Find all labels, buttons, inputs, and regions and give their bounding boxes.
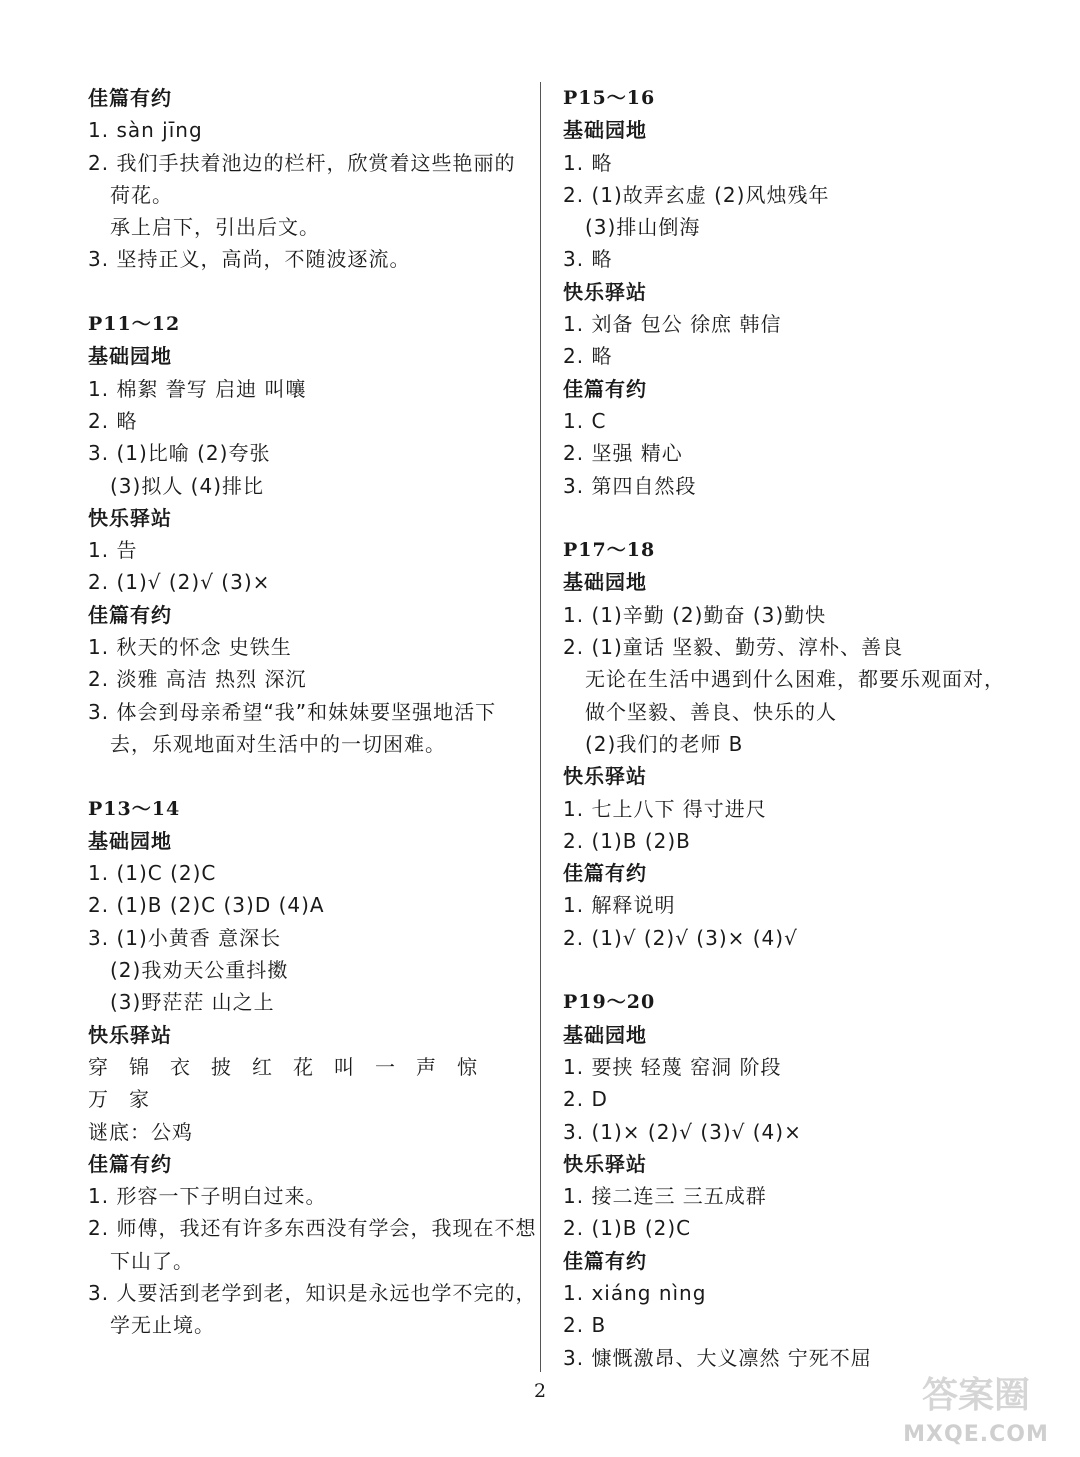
answer-line: (2)我们的老师 B: [585, 731, 744, 756]
left-column: [88, 82, 537, 1342]
answer-line: 荷花。: [110, 182, 173, 207]
section-heading: 快乐驿站: [563, 764, 647, 789]
section-gap: [563, 502, 1023, 534]
section-heading: 快乐驿站: [88, 505, 172, 530]
answer-line: 1. 告: [88, 538, 138, 563]
answer-line: 2. (1)故弄玄虚 (2)风烛残年: [563, 182, 830, 207]
watermark-site: MXQE.COM: [903, 1422, 1049, 1447]
answer-line: 2. 师傅，我还有许多东西没有学会，我现在不想: [88, 1216, 537, 1241]
answer-line: 2. (1)B (2)C (3)D (4)A: [88, 893, 325, 918]
answer-line: 1. 刘备 包公 徐庶 韩信: [563, 312, 782, 337]
answer-line: 2. (1)B (2)C: [563, 1216, 692, 1241]
section-heading: 基础园地: [563, 118, 647, 143]
answer-line: 2. D: [563, 1087, 608, 1112]
answer-line: 去，乐观地面对生活中的一切困难。: [110, 731, 446, 756]
answer-line: 1. 形容一下子明白过来。: [88, 1184, 327, 1209]
answer-line: 1. 秋天的怀念 史铁生: [88, 635, 292, 660]
right-column: [563, 82, 1023, 1374]
answer-line: 2. 我们手扶着池边的栏杆，欣赏着这些艳丽的: [88, 150, 516, 175]
answer-line: 3. 略: [563, 247, 613, 272]
answer-line: (2)我劝天公重抖擞: [110, 958, 289, 983]
section-heading: 佳篇有约: [563, 1248, 647, 1273]
answer-line: 2. B: [563, 1313, 607, 1338]
section-heading: 基础园地: [563, 1022, 647, 1047]
section-heading: 快乐驿站: [563, 279, 647, 304]
answer-line: 3. (1)× (2)√ (3)√ (4)×: [563, 1119, 802, 1144]
answer-line: 2. (1)B (2)B: [563, 828, 691, 853]
answer-line: 1. C: [563, 408, 607, 433]
answer-line: 1. (1)C (2)C: [88, 861, 217, 886]
answer-line: 3. (1)比喻 (2)夸张: [88, 441, 271, 466]
page-range-heading: P15～16: [563, 87, 656, 109]
section-heading: 快乐驿站: [563, 1151, 647, 1176]
answer-line: 1. (1)辛勤 (2)勤奋 (3)勤快: [563, 602, 827, 627]
answer-line: 2. (1)童话 坚毅、勤劳、淳朴、善良: [563, 635, 904, 660]
answer-line: 做个坚毅、善良、快乐的人: [585, 699, 837, 724]
answer-line: 承上启下，引出后文。: [110, 215, 320, 240]
answer-line: 3. 坚持正义，高尚，不随波逐流。: [88, 247, 411, 272]
answer-line: 3. 第四自然段: [563, 473, 697, 498]
answer-line: 学无止境。: [110, 1313, 215, 1338]
answer-line: 1. sàn jīng: [88, 118, 203, 143]
answer-line: 2. 淡雅 高洁 热烈 深沉: [88, 667, 307, 692]
answer-line: 2. 略: [88, 408, 138, 433]
answer-line: 3. 体会到母亲希望“我”和妹妹要坚强地活下: [88, 699, 497, 724]
watermark: [886, 1367, 1066, 1447]
answer-line: 1. 要挟 轻蔑 窑洞 阶段: [563, 1054, 782, 1079]
answer-line: 2. (1)√ (2)√ (3)×: [88, 570, 271, 595]
answer-line: 3. (1)小黄香 意深长: [88, 925, 282, 950]
answer-line: 穿锦衣披红花叫一声惊: [88, 1054, 498, 1079]
watermark-logo: 答案圈: [921, 1375, 1030, 1416]
section-heading: 基础园地: [88, 344, 172, 369]
answer-line: 3. 人要活到老学到老，知识是永远也学不完的，: [88, 1280, 537, 1305]
page-range-heading: P17～18: [563, 539, 656, 562]
answer-line: 1. 接二连三 三五成群: [563, 1184, 767, 1209]
section-heading: 基础园地: [88, 828, 172, 853]
answer-line: 3. 慷慨激昂、大义凛然 宁死不屈: [563, 1345, 872, 1370]
section-heading: 快乐驿站: [88, 1022, 172, 1047]
answer-line: 2. (1)√ (2)√ (3)× (4)√: [563, 925, 798, 950]
page-range-heading: P11～12: [88, 313, 181, 336]
answer-line: 1. 棉絮 誊写 启迪 叫嚷: [88, 376, 307, 401]
section-gap: [563, 954, 1023, 986]
page-range-heading: P13～14: [88, 797, 181, 820]
answer-line: (3)拟人 (4)排比: [110, 473, 265, 498]
page-number: 2: [533, 1380, 547, 1402]
page-range-heading: P19～20: [563, 991, 656, 1014]
answer-line: 1. 七上八下 得寸进尺: [563, 796, 767, 821]
answer-line: 1. 略: [563, 150, 613, 175]
answer-line: 下山了。: [110, 1248, 194, 1273]
section-heading: 佳篇有约: [88, 86, 172, 110]
answer-line: 无论在生活中遇到什么困难，都要乐观面对，: [585, 667, 1005, 692]
answer-line: 1. xiáng nìng: [563, 1280, 707, 1305]
section-gap: [88, 276, 528, 308]
answer-line: 1. 解释说明: [563, 893, 676, 918]
section-heading: 基础园地: [563, 570, 647, 595]
section-heading: 佳篇有约: [88, 1151, 172, 1176]
answer-line: 谜底：公鸡: [88, 1119, 193, 1144]
section-heading: 佳篇有约: [563, 376, 647, 401]
answer-line: (3)排山倒海: [585, 215, 701, 240]
answer-line: 2. 略: [563, 344, 613, 369]
answer-line: 万家: [88, 1087, 170, 1112]
column-divider: [540, 82, 541, 1372]
section-heading: 佳篇有约: [88, 602, 172, 627]
section-gap: [88, 760, 528, 792]
answer-line: (3)野茫茫 山之上: [110, 990, 275, 1015]
section-heading: 佳篇有约: [563, 861, 647, 886]
answer-line: 2. 坚强 精心: [563, 441, 683, 466]
